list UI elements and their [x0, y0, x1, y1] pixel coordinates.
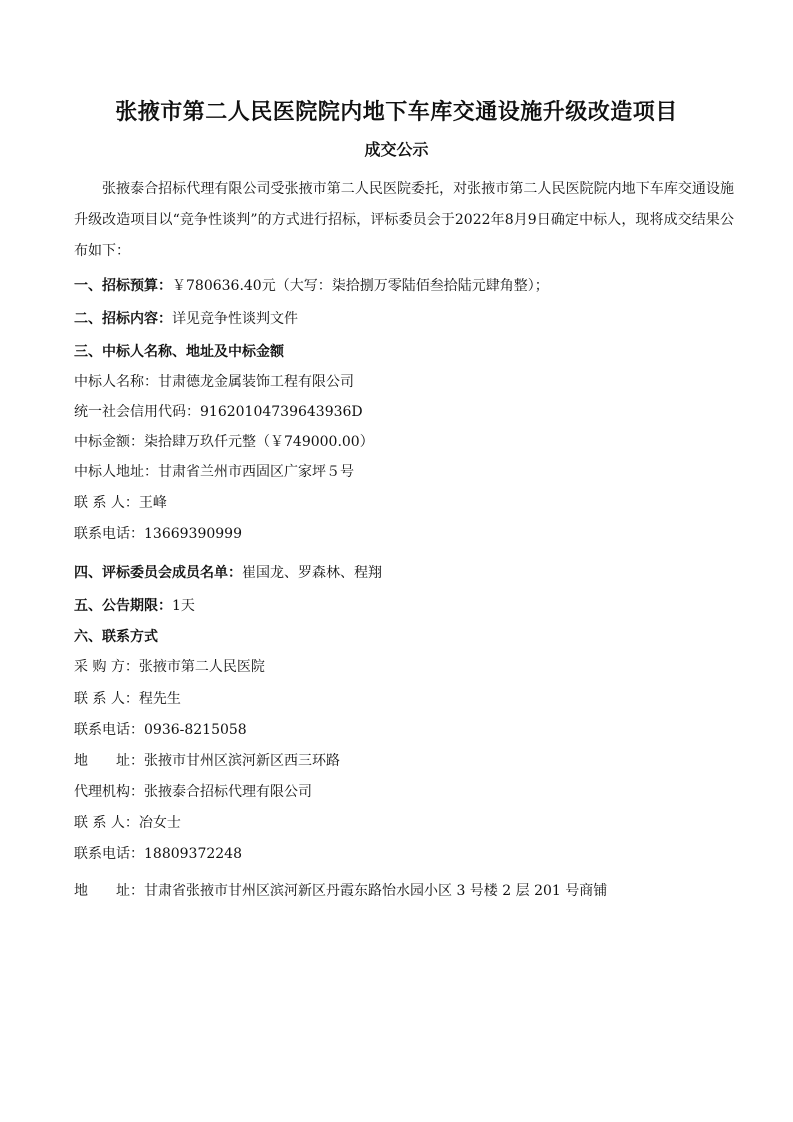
agency-address: 地 址：甘肃省张掖市甘州区滨河新区丹霞东路怡水园小区 3 号楼 2 层 201 号商铺: [74, 883, 608, 899]
agency-phone: 联系电话：18809372248: [74, 846, 242, 862]
budget-label: 一、招标预算：: [74, 278, 172, 294]
winner-name: 中标人名称：甘肃德龙金属装饰工程有限公司: [74, 374, 354, 390]
purchaser-contact: 联 系 人：程先生: [74, 691, 181, 707]
committee-label: 四、评标委员会成员名单：: [74, 565, 242, 581]
credit-code: 统一社会信用代码：91620104739643936D: [74, 404, 363, 420]
content-value: 详见竞争性谈判文件: [172, 311, 298, 327]
document-subtitle: 成交公示: [364, 140, 429, 159]
budget-value: ￥780636.40元（大写：柒拾捌万零陆佰叁拾陆元肆角整）；: [172, 278, 549, 294]
winner-contact: 联 系 人：王峰: [74, 495, 167, 511]
agency-name: 代理机构：张掖泰合招标代理有限公司: [74, 784, 312, 800]
committee-line: [74, 563, 734, 583]
period-value: 1天: [172, 598, 195, 614]
winner-phone: 联系电话：13669390999: [74, 526, 242, 542]
purchaser-phone: 联系电话：0936-8215058: [74, 722, 247, 738]
intro-paragraph: 张掖泰合招标代理有限公司受张掖市第二人民医院委托，对张掖市第二人民医院院内地下车库交通设施升级改造项目以“竞争性谈判”的方式进行招标，评标委员会于2022年8月9日确定中标人，现将成交结果公布如下：: [74, 181, 734, 259]
budget-line: [74, 276, 734, 296]
winner-heading: 三、中标人名称、地址及中标金额: [74, 344, 284, 360]
period-label: 五、公告期限：: [74, 598, 172, 614]
agency-contact: 联 系 人：冶女士: [74, 815, 181, 831]
contact-heading: 六、联系方式: [74, 629, 158, 645]
winner-address: 中标人地址：甘肃省兰州市西固区广家坪５号: [74, 464, 354, 480]
purchaser-name: 采 购 方：张掖市第二人民医院: [74, 659, 265, 675]
period-line: [74, 596, 734, 616]
content-label: 二、招标内容：: [74, 311, 172, 327]
winning-amount: 中标金额：柒拾肆万玖仟元整（￥749000.00）: [74, 434, 374, 450]
purchaser-address: 地 址：张掖市甘州区滨河新区西三环路: [74, 753, 340, 769]
content-line: [74, 309, 734, 329]
document-title: 张掖市第二人民医院院内地下车库交通设施升级改造项目: [115, 100, 678, 125]
committee-value: 崔国龙、罗森林、程翔: [242, 565, 382, 581]
